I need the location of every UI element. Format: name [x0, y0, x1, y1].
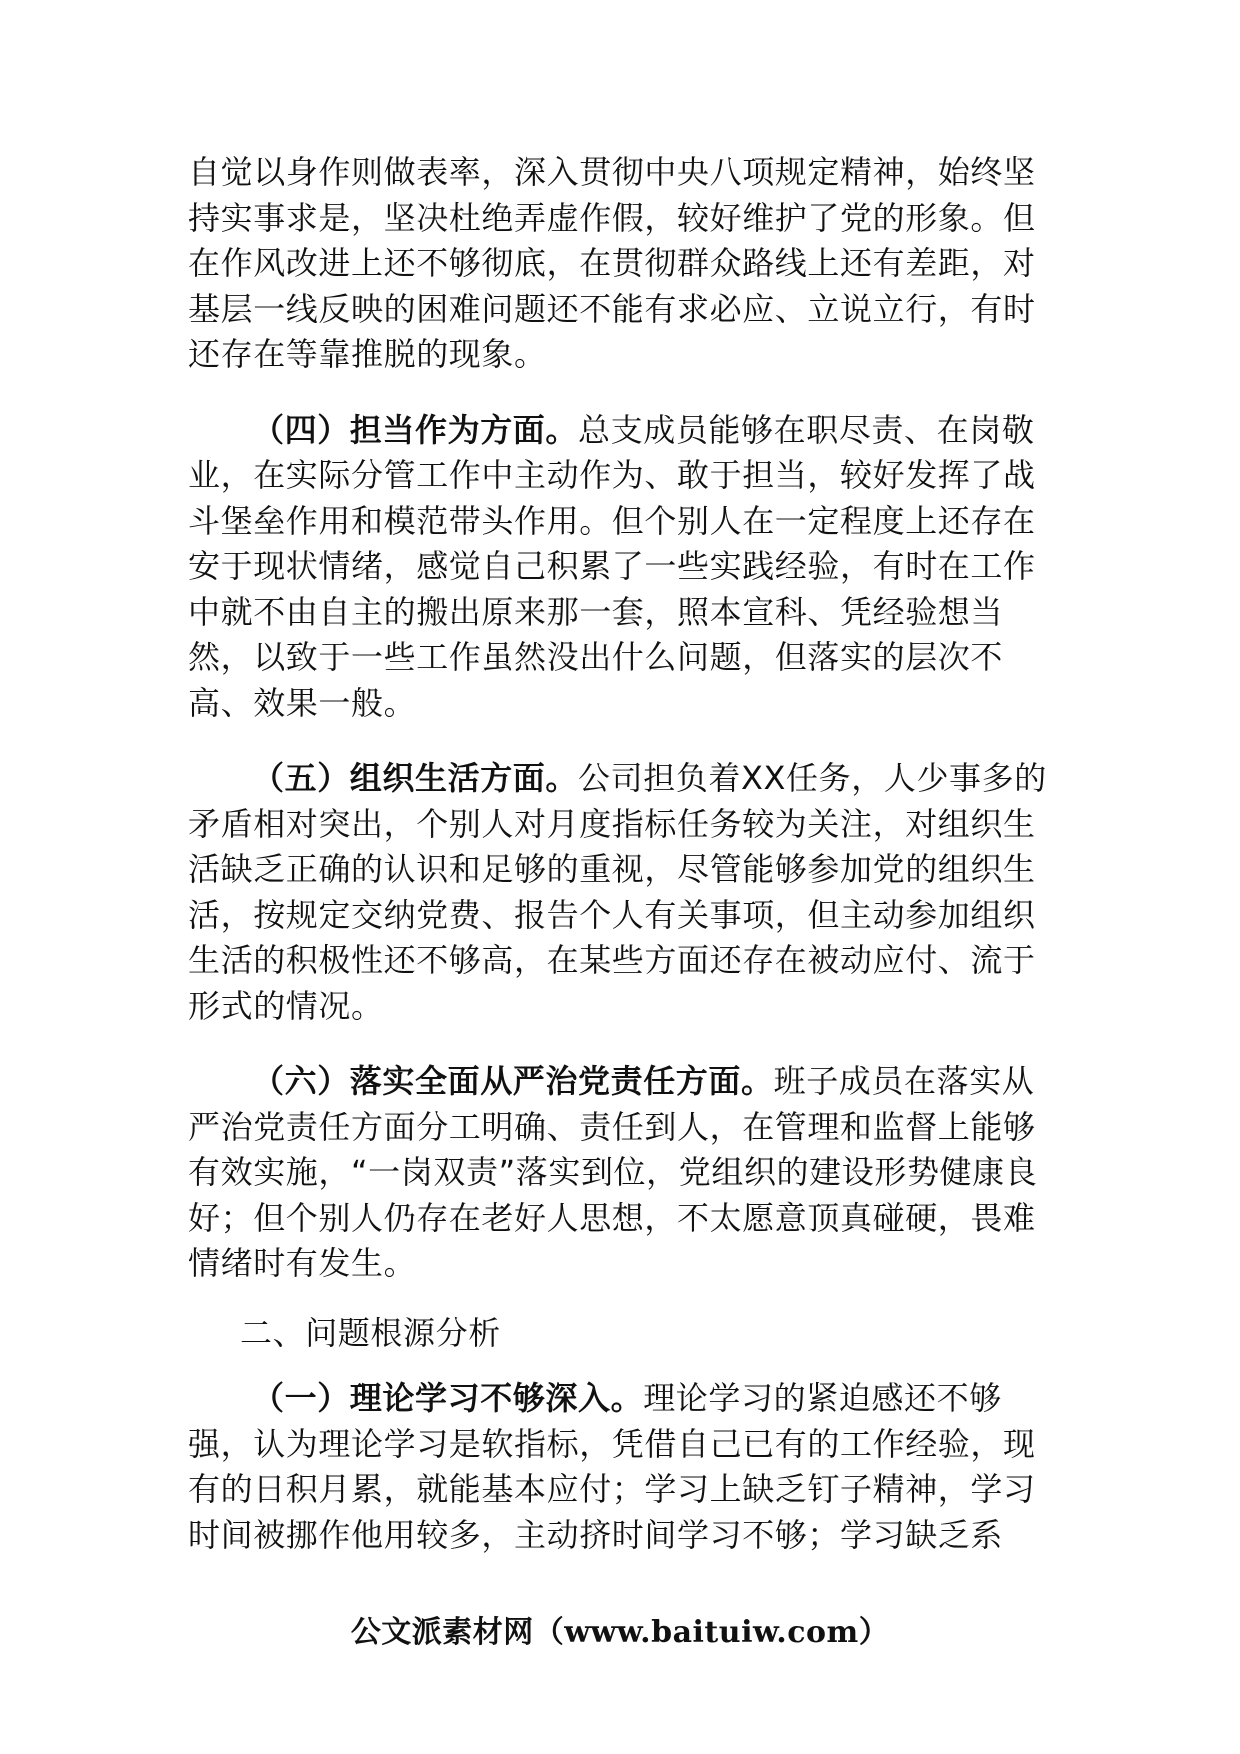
- section-heading: 二、问题根源分析: [240, 1313, 501, 1352]
- paragraph-item-1: [188, 1376, 1063, 1558]
- paragraph-continuation: [188, 150, 1063, 378]
- paragraph-item-5: [188, 756, 1063, 1029]
- paragraph-text: 自觉以身作则做表率，深入贯彻中央八项规定精神，始终坚持实事求是，坚决杜绝弄虚作假，较好维护了党的形象。但在作风改进上还不够彻底，在贯彻群众路线上还有差距，对基层一线反映的困难问题还不能有求必应、立说立行，有时还存在等靠推脱的现象。: [188, 153, 1036, 373]
- paragraph-item-6: [188, 1059, 1063, 1287]
- paragraph-heading: （四）担当作为方面。: [252, 410, 579, 449]
- paragraph-item-4: [188, 408, 1063, 727]
- paragraph-text: 公司担负着XX任务，人少事多的矛盾相对突出，个别人对月度指标任务较为关注，对组织生活缺乏正确的认识和足够的重视，尽管能够参加党的组织生活，按规定交纳党费、报告个人有关事项，但主动参加组织生活的积极性还不够高，在某些方面还存在被动应付、流于形式的情况。: [188, 759, 1047, 1025]
- paragraph-heading: （五）组织生活方面。: [252, 759, 579, 797]
- footer-watermark: 公文派素材网（www.baituiw.com）: [350, 1615, 890, 1650]
- paragraph-heading: （一）理论学习不够深入。: [252, 1379, 644, 1417]
- paragraph-heading: （六）落实全面从严治党责任方面。: [252, 1062, 774, 1100]
- paragraph-text: 理论学习的紧迫感还不够强，认为理论学习是软指标，凭借自己已有的工作经验，现有的日积月累，就能基本应付；学习上缺乏钉子精神，学习时间被挪作他用较多，主动挤时间学习不够；学习缺乏系: [188, 1379, 1036, 1554]
- paragraph-text: 班子成员在落实从严治党责任方面分工明确、责任到人，在管理和监督上能够有效实施，“一岗双责”落实到位，党组织的建设形势健康良好；但个别人仍存在老好人思想，不太愿意顶真碰硬，畏难情绪时有发生。: [188, 1062, 1038, 1282]
- document-body: [188, 150, 1063, 1558]
- paragraph-text: 总支成员能够在职尽责、在岗敬业，在实际分管工作中主动作为、敢于担当，较好发挥了战斗堡垒作用和模范带头作用。但个别人在一定程度上还存在安于现状情绪，感觉自己积累了一些实践经验，有时在工作中就不由自主的搬出原来那一套，照本宣科、凭经验想当然，以致于一些工作虽然没出什么问题，但落实的层次不高、效果一般。: [188, 410, 1036, 722]
